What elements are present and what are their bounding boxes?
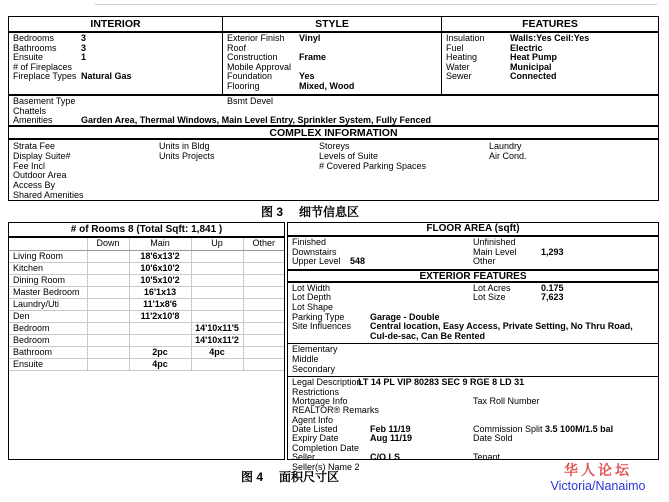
field-label: Units Projects <box>159 150 215 161</box>
watermark-region: Victoria/Nanaimo <box>550 479 646 493</box>
watermark-forum-name: 华人论坛 <box>564 462 632 478</box>
room-name: Den <box>9 310 87 322</box>
page-top-rule <box>95 4 657 5</box>
field-label: Lot Width <box>292 282 331 293</box>
field-label: Construction <box>227 52 278 63</box>
table-row: Living Room 18'6x13'2 <box>9 250 284 262</box>
field-label: Heating <box>446 52 478 63</box>
field-label: # of Fireplaces <box>13 61 73 72</box>
field-label: Bedrooms <box>13 33 55 43</box>
field-label: Sewer <box>446 71 472 82</box>
table-row: Dining Room 10'5x10'2 <box>9 274 284 286</box>
field-value: Electric <box>510 42 543 53</box>
field-label: Fuel <box>446 42 464 53</box>
field-value: Heat Pump <box>510 52 558 63</box>
complex-col-3 <box>319 142 426 171</box>
field-label: Laundry <box>489 141 522 151</box>
table-row: Den 11'2x10'8 <box>9 310 284 322</box>
field-value: 1 <box>81 52 87 63</box>
field-row <box>223 82 441 92</box>
section-body-row <box>9 33 658 94</box>
room-name: Dining Room <box>9 274 87 286</box>
figure4-title: 面积尺寸区 <box>279 470 340 484</box>
field-label: Agent Info <box>292 414 334 425</box>
complex-info-body <box>9 140 658 200</box>
site-influences-value: Central location, Easy Access, Private Setting, No Thru Road, Cul-de-sac, Can Be Rented <box>370 321 633 341</box>
room-name: Bedroom <box>9 334 87 346</box>
field-label: Shared Amenities <box>13 189 84 200</box>
features-column <box>442 33 658 94</box>
field-label: Tenant <box>473 452 501 463</box>
field-label: Lot Depth <box>292 292 332 303</box>
field-label: Levels of Suite <box>319 150 379 161</box>
field-label: Tax Roll Number <box>473 395 540 406</box>
legal-description-value: LT 14 PL VIP 80283 SEC 9 RGE 8 LD 31 <box>358 377 525 388</box>
room-name: Bathroom <box>9 346 87 358</box>
complex-col-2 <box>159 142 215 162</box>
field-label: Middle <box>292 353 319 364</box>
field-label: Units in Bldg <box>159 141 210 151</box>
field-label: Chattels <box>13 105 47 116</box>
field-row: Parking Type Garage - Double <box>292 311 440 322</box>
style-column <box>223 33 442 94</box>
field-label: Lot Acres <box>473 282 511 293</box>
figure4-caption <box>8 468 572 485</box>
field-row <box>288 355 658 365</box>
legal-body <box>288 376 658 474</box>
table-row: Laundry/Uti 11'1x8'6 <box>9 298 284 310</box>
field-label: Unfinished <box>473 237 516 247</box>
field-label: # Covered Parking Spaces <box>319 160 427 171</box>
field-label: Foundation <box>227 71 273 82</box>
col-header-other: Other <box>243 238 284 250</box>
watermark <box>532 462 664 494</box>
field-label: Insulation <box>446 33 485 43</box>
room-name: Ensuite <box>9 358 87 370</box>
field-label: Strata Fee <box>13 141 56 151</box>
field-label: Restrictions <box>292 386 340 397</box>
room-name: Kitchen <box>9 262 87 274</box>
field-value: Vinyl <box>299 33 321 43</box>
field-row: Date Listed Feb 11/19 Commission Split 3.5 100M/1.5 bal <box>292 424 614 435</box>
col-header-main: Main <box>129 238 191 250</box>
figure3-caption <box>8 203 612 220</box>
field-row <box>288 378 658 387</box>
room-name: Laundry/Uti <box>9 298 87 310</box>
col-header-down: Down <box>87 238 129 250</box>
field-value: Yes <box>299 71 315 82</box>
field-label: Flooring <box>227 80 260 91</box>
field-row <box>288 406 658 415</box>
field-row <box>442 72 658 82</box>
basement-band <box>9 94 658 125</box>
schools-body <box>288 343 658 376</box>
field-label: Downstairs <box>292 246 337 257</box>
table-row: Master Bedroom 16'1x13 <box>9 286 284 298</box>
field-label: Amenities <box>13 115 53 126</box>
field-label: Upper Level <box>292 256 341 267</box>
field-row: Lot Depth Lot Size 7,623 <box>292 292 564 303</box>
section-title-floor-area: FLOOR AREA (sqft) <box>288 223 658 237</box>
field-label: Legal Description <box>292 377 362 388</box>
section-title-interior: INTERIOR <box>9 17 223 31</box>
rooms-table-title: # of Rooms 8 (Total Sqft: 1,841 ) <box>9 223 284 238</box>
field-label: Air Cond. <box>489 150 527 161</box>
exterior-body <box>288 283 658 344</box>
detail-info-table <box>8 16 659 201</box>
table-row: Bedroom 14'10x11'2 <box>9 334 284 346</box>
room-name: Living Room <box>9 250 87 262</box>
field-label: Main Level <box>473 246 517 257</box>
room-name: Master Bedroom <box>9 286 87 298</box>
field-row: Seller C/O LS Tenant <box>292 452 501 463</box>
figure3-number: 图 3 <box>260 205 283 219</box>
field-label: Ensuite <box>13 52 44 63</box>
table-row: Kitchen 10'6x10'2 <box>9 262 284 274</box>
field-row: Downstairs Main Level 1,293 <box>292 246 564 257</box>
field-label: Date Sold <box>473 433 513 444</box>
section-title-features: FEATURES <box>522 18 578 30</box>
field-label: Site Influences <box>292 321 352 332</box>
rooms-header-row <box>9 238 284 250</box>
field-label: Lot Shape <box>292 301 334 312</box>
field-row <box>9 72 222 82</box>
field-label: Mobile Approval <box>227 61 292 72</box>
room-name: Bedroom <box>9 322 87 334</box>
field-label: Roof <box>227 42 247 53</box>
field-label: Bathrooms <box>13 42 57 53</box>
section-title-exterior-features: EXTERIOR FEATURES <box>288 269 658 283</box>
field-label: Basement Type <box>13 96 76 106</box>
field-value: 3 <box>81 33 87 43</box>
field-label: Outdoor Area <box>13 170 67 181</box>
field-label: Expiry Date <box>292 433 339 444</box>
field-label: REALTOR® Remarks <box>292 405 379 416</box>
field-row <box>288 345 658 355</box>
field-value: 3 <box>81 42 87 53</box>
field-row <box>288 365 658 375</box>
field-value: Natural Gas <box>81 71 132 82</box>
section-title-style: STYLE <box>223 17 442 31</box>
field-row <box>9 97 658 107</box>
field-label: Bsmt Devel <box>227 96 274 106</box>
field-value: Mixed, Wood <box>299 80 355 91</box>
field-row: Expiry Date Aug 11/19 Date Sold <box>292 433 513 444</box>
table-row: Bathroom 2pc 4pc <box>9 346 284 358</box>
col-header-up: Up <box>191 238 243 250</box>
field-label: Lot Size <box>473 292 506 303</box>
field-label: Water <box>446 61 470 72</box>
field-label: Storeys <box>319 141 350 151</box>
field-label: Other <box>473 256 496 267</box>
table-row: Bedroom 14'10x11'5 <box>9 322 284 334</box>
field-label: Fireplace Types <box>13 71 77 82</box>
field-label: Exterior Finish <box>227 33 285 43</box>
field-label: Parking Type <box>292 311 345 322</box>
field-label: Display Suite# <box>13 150 71 161</box>
field-row: Lot Width Lot Acres 0.175 <box>292 282 564 293</box>
field-label: Mortgage Info <box>292 395 348 406</box>
field-row: Upper Level 548 Other <box>292 256 496 267</box>
section-title-complex-information: COMPLEX INFORMATION <box>9 125 658 140</box>
field-label: Seller <box>292 452 316 463</box>
field-label: Finished <box>292 237 327 247</box>
field-value: Connected <box>510 71 557 82</box>
floor-area-body <box>288 237 658 269</box>
field-value: Municipal <box>510 61 552 72</box>
field-row <box>288 322 658 341</box>
field-value: Frame <box>299 52 327 63</box>
interior-column <box>9 33 223 94</box>
field-label: Completion Date <box>292 442 360 453</box>
figure3-title: 细节信息区 <box>299 205 360 219</box>
field-label: Access By <box>13 180 56 191</box>
field-label: Seller(s) Name 2 <box>292 461 360 472</box>
field-row <box>442 34 658 44</box>
field-value: Walls:Yes Ceil:Yes <box>510 33 590 43</box>
table-row: Ensuite 4pc <box>9 358 284 370</box>
figure4-number: 图 4 <box>240 470 263 484</box>
section-header-row <box>9 17 658 33</box>
field-label: Elementary <box>292 344 338 355</box>
amenities-value: Garden Area, Thermal Windows, Main Level Entry, Sprinkler System, Fully Fenced <box>81 115 432 126</box>
complex-col-1 <box>13 142 84 201</box>
field-label: Date Listed <box>292 424 338 435</box>
field-row <box>223 34 441 44</box>
rooms-table <box>8 222 285 460</box>
field-label: Secondary <box>292 363 336 374</box>
field-label: Commission Split <box>473 424 543 435</box>
complex-col-4 <box>489 142 527 162</box>
field-label: Fee Incl <box>13 160 46 171</box>
field-row <box>9 116 658 126</box>
